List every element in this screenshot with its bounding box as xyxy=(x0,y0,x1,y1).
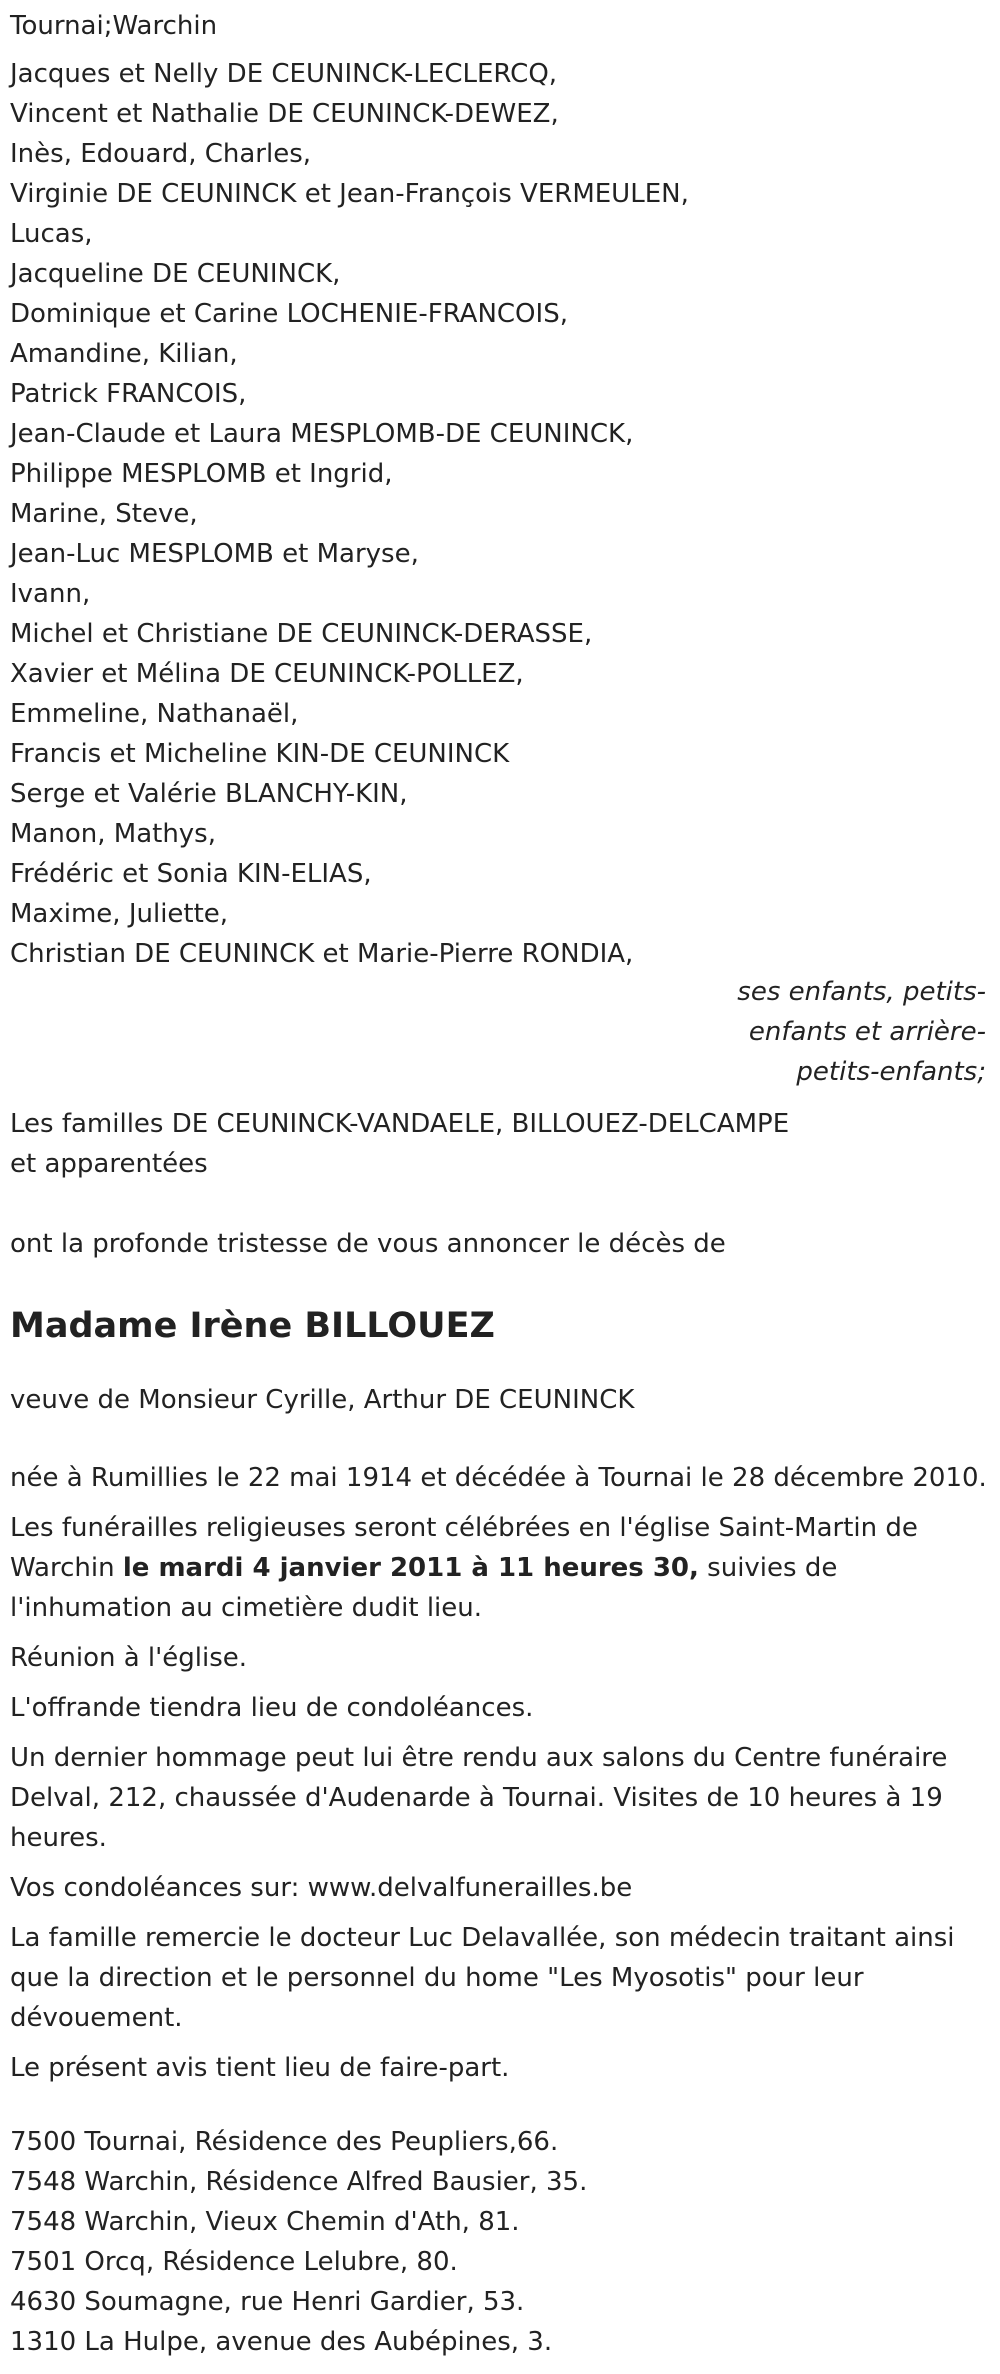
family-member-line: Frédéric et Sonia KIN-ELIAS, xyxy=(10,859,372,889)
address-line: 7548 Warchin, Vieux Chemin d'Ath, 81. xyxy=(10,2207,520,2237)
family-member-line: Emmeline, Nathanaël, xyxy=(10,699,299,729)
condolences-text: Vos condoléances sur: www.delvalfunerailles.be xyxy=(10,1873,633,1903)
relation-note xyxy=(726,972,986,1092)
obituary-notice xyxy=(0,6,1000,2374)
family-member-line: Jean-Claude et Laura MESPLOMB-DE CEUNINCK, xyxy=(10,419,634,449)
notice-text: Le présent avis tient lieu de faire-part. xyxy=(10,2053,510,2083)
tribute-text: Un dernier hommage peut lui être rendu aux salons du Centre funéraire Delval, 212, chaussée d'Audenarde à Tournai. Visites de 10 heures à 19 heures. xyxy=(10,1743,948,1853)
family-member-line: Jean-Luc MESPLOMB et Maryse, xyxy=(10,539,419,569)
locality-header: Tournai;Warchin xyxy=(10,11,218,41)
reunion-text: Réunion à l'église. xyxy=(10,1643,248,1673)
address-list xyxy=(10,2122,990,2362)
family-member-line: Serge et Valérie BLANCHY-KIN, xyxy=(10,779,408,809)
offering-text: L'offrande tiendra lieu de condoléances. xyxy=(10,1693,534,1723)
family-list xyxy=(10,54,990,974)
family-member-line: Amandine, Kilian, xyxy=(10,339,238,369)
family-member-line: Jacques et Nelly DE CEUNINCK-LECLERCQ, xyxy=(10,59,558,89)
address-line: 4630 Soumagne, rue Henri Gardier, 53. xyxy=(10,2287,525,2317)
address-line: 7501 Orcq, Résidence Lelubre, 80. xyxy=(10,2247,458,2277)
address-line: 7500 Tournai, Résidence des Peupliers,66. xyxy=(10,2127,559,2157)
families-line: Les familles DE CEUNINCK-VANDAELE, BILLOUEZ-DELCAMPE xyxy=(10,1109,790,1139)
family-member-line: Vincent et Nathalie DE CEUNINCK-DEWEZ, xyxy=(10,99,559,129)
announcement-text: ont la profonde tristesse de vous annoncer le décès de xyxy=(10,1229,726,1259)
family-member-line: Lucas, xyxy=(10,219,93,249)
extended-families xyxy=(10,1104,990,1184)
address-line: 7548 Warchin, Résidence Alfred Bausier, 35. xyxy=(10,2167,588,2197)
funeral-date-time: le mardi 4 janvier 2011 à 11 heures 30, xyxy=(122,1553,699,1583)
family-member-line: Manon, Mathys, xyxy=(10,819,216,849)
family-member-line: Ivann, xyxy=(10,579,91,609)
family-member-line: Marine, Steve, xyxy=(10,499,198,529)
family-member-line: Francis et Micheline KIN-DE CEUNINCK xyxy=(10,739,510,769)
family-member-line: Philippe MESPLOMB et Ingrid, xyxy=(10,459,393,489)
relation-note-line: enfants et arrière- xyxy=(748,1017,986,1047)
family-member-line: Michel et Christiane DE CEUNINCK-DERASSE, xyxy=(10,619,593,649)
family-member-line: Inès, Edouard, Charles, xyxy=(10,139,312,169)
families-line: et apparentées xyxy=(10,1149,208,1179)
funeral-details xyxy=(10,1508,990,1628)
deceased-name: Madame Irène BILLOUEZ xyxy=(10,1306,495,1346)
family-member-line: Patrick FRANCOIS, xyxy=(10,379,247,409)
family-member-line: Dominique et Carine LOCHENIE-FRANCOIS, xyxy=(10,299,568,329)
birth-death-text: née à Rumillies le 22 mai 1914 et décédée à Tournai le 28 décembre 2010. xyxy=(10,1463,987,1493)
family-member-line: Maxime, Juliette, xyxy=(10,899,229,929)
family-member-line: Virginie DE CEUNINCK et Jean-François VERMEULEN, xyxy=(10,179,689,209)
relation-note-line: petits-enfants; xyxy=(796,1057,986,1087)
relation-note-line: ses enfants, petits- xyxy=(737,977,986,1007)
funeral-text-after: suivies de l'inhumation au cimetière dudit lieu. xyxy=(10,1553,838,1623)
family-member-line: Jacqueline DE CEUNINCK, xyxy=(10,259,341,289)
widow-of-text: veuve de Monsieur Cyrille, Arthur DE CEUNINCK xyxy=(10,1385,635,1415)
family-member-line: Christian DE CEUNINCK et Marie-Pierre RONDIA, xyxy=(10,939,634,969)
funeral-text-before: Les funérailles religieuses seront célébrées en l'église Saint-Martin de Warchin xyxy=(10,1513,918,1583)
address-line: 1310 La Hulpe, avenue des Aubépines, 3. xyxy=(10,2327,553,2357)
family-member-line: Xavier et Mélina DE CEUNINCK-POLLEZ, xyxy=(10,659,524,689)
thanks-text: La famille remercie le docteur Luc Delavallée, son médecin traitant ainsi que la direction et le personnel du home "Les Myosotis" pour leur dévouement. xyxy=(10,1923,955,2033)
